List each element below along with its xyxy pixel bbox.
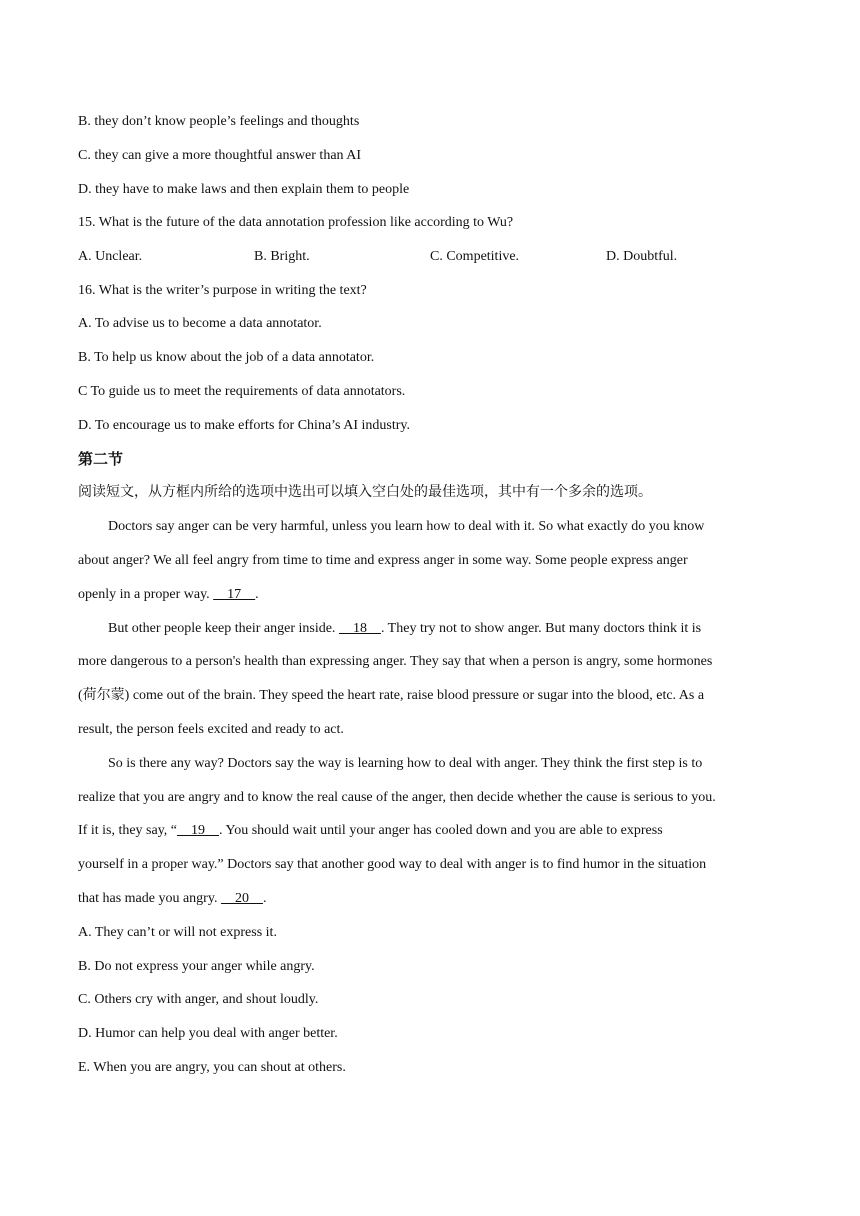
passage-text: . xyxy=(262,891,267,906)
choice-b: B. Do not express your anger while angry. xyxy=(78,959,315,974)
passage-text: openly in a proper way. xyxy=(78,587,214,602)
passage-text: If it is, they say, “ xyxy=(78,823,178,838)
blank-17: 17 xyxy=(213,587,256,602)
passage-text: . xyxy=(255,587,259,602)
passage-text: that has made you angry. xyxy=(78,891,221,906)
passage-text: But other people keep their anger inside. xyxy=(108,621,339,636)
passage-line: realize that you are angry and to know the real cause of the anger, then decide whether the cause is serious to you. xyxy=(78,790,716,805)
q16-option-b: B. To help us know about the job of a data annotator. xyxy=(78,350,375,365)
passage-line xyxy=(78,585,259,605)
blank-18: 18 xyxy=(338,621,381,636)
q15-question: 15. What is the future of the data annotation profession like according to Wu? xyxy=(78,215,514,230)
blank-20: 20 xyxy=(220,891,263,906)
passage-line xyxy=(78,821,663,841)
q15-option-a: A. Unclear. xyxy=(78,249,143,264)
choice-c: C. Others cry with anger, and shout loudly. xyxy=(78,992,319,1007)
passage-text: . They try not to show anger. But many doctors think it is xyxy=(380,621,702,636)
passage-line: (荷尔蒙) come out of the brain. They speed the heart rate, raise blood pressure or sugar into the blood, etc. As a xyxy=(78,688,705,703)
q15-option-b: B. Bright. xyxy=(254,249,310,264)
q16-option-c: C To guide us to meet the requirements of data annotators. xyxy=(78,384,406,399)
choice-e: E. When you are angry, you can shout at others. xyxy=(78,1060,346,1075)
passage-line: more dangerous to a person's health than expressing anger. They say that when a person is angry, some hormones xyxy=(78,654,713,669)
section-title: 第二节 xyxy=(78,452,124,468)
passage-line: Doctors say anger can be very harmful, unless you learn how to deal with it. So what exactly do you know xyxy=(108,519,705,534)
passage-line: So is there any way? Doctors say the way is learning how to deal with anger. They think the first step is to xyxy=(108,756,703,771)
q16-option-a: A. To advise us to become a data annotator. xyxy=(78,316,322,331)
section-instruction: 阅读短文，从方框内所给的选项中选出可以填入空白处的最佳选项，其中有一个多余的选项。 xyxy=(78,485,652,500)
q16-question: 16. What is the writer’s purpose in writing the text? xyxy=(78,283,367,298)
q14-option-d: D. they have to make laws and then explain them to people xyxy=(78,182,410,197)
passage-line: result, the person feels excited and ready to act. xyxy=(78,722,344,737)
q14-option-b: B. they don’t know people’s feelings and thoughts xyxy=(78,114,360,129)
passage-line xyxy=(78,889,266,909)
choice-a: A. They can’t or will not express it. xyxy=(78,925,277,940)
q16-option-d: D. To encourage us to make efforts for China’s AI industry. xyxy=(78,418,410,433)
q14-option-c: C. they can give a more thoughtful answer than AI xyxy=(78,148,362,163)
passage-line: yourself in a proper way.” Doctors say that another good way to deal with anger is to find humor in the situation xyxy=(78,857,707,872)
q15-option-d: D. Doubtful. xyxy=(606,249,678,264)
passage-line: about anger? We all feel angry from time to time and express anger in some way. Some people express anger xyxy=(78,553,688,568)
q15-option-c: C. Competitive. xyxy=(430,249,520,264)
blank-19: 19 xyxy=(177,823,220,838)
passage-text: . You should wait until your anger has cooled down and you are able to express xyxy=(219,823,663,838)
choice-d: D. Humor can help you deal with anger better. xyxy=(78,1026,338,1041)
passage-line xyxy=(108,619,701,639)
